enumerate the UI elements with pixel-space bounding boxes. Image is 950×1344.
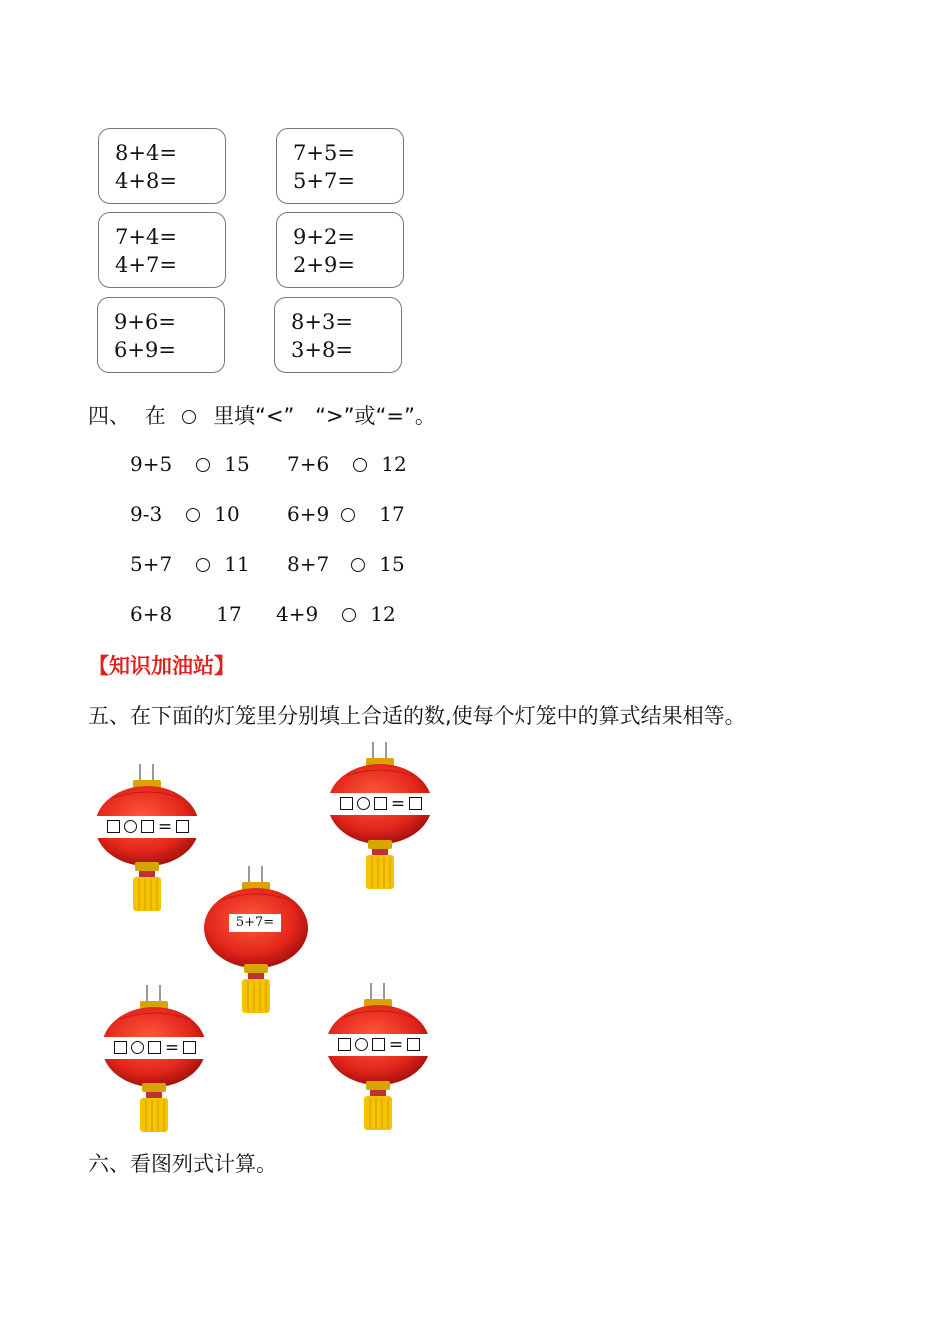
equation: 4+7= [115,253,177,277]
comparison-item: 6+9 17 [287,502,405,526]
circle-icon[interactable] [186,508,200,522]
circle-icon[interactable] [353,458,367,472]
lantern [100,985,210,1135]
lantern-icon [324,983,434,1133]
lantern-icon [93,764,203,914]
question-4-title: 四、 在 里填“<” “>”或“=”。 [88,404,436,428]
equation: 5+7= [293,169,355,193]
blank-square-icon[interactable] [340,797,353,810]
section-heading: 【知识加油站】 [88,654,235,678]
equation: 9+6= [114,310,176,334]
lantern-equation: = [326,793,436,815]
equation: 4+8= [115,169,177,193]
equation-box [97,297,225,373]
equation: 8+4= [115,141,177,165]
blank-square-icon[interactable] [176,820,189,833]
lantern-equation: = [324,1034,434,1056]
blank-square-icon[interactable] [372,1038,385,1051]
comparison-item: 9-3 10 [130,502,240,526]
equation-box [98,128,226,204]
circle-icon [182,410,196,424]
lantern [324,983,434,1133]
lantern [326,742,436,892]
equation: 9+2= [293,225,355,249]
comparison-item: 9+5 15 [130,452,250,476]
equation-box [98,212,226,288]
equation: 7+5= [293,141,355,165]
blank-square-icon[interactable] [338,1038,351,1051]
lantern-equation: 5+7= [229,914,281,932]
question-6-title: 六、看图列式计算。 [88,1152,277,1176]
lantern [202,866,312,1016]
circle-icon[interactable] [341,508,355,522]
comparison-item: 7+6 12 [287,452,407,476]
comparison-item: 6+8 17 [130,602,242,626]
circle-icon[interactable] [351,558,365,572]
circle-icon[interactable] [196,458,210,472]
blank-square-icon[interactable] [183,1041,196,1054]
equation-box [274,297,402,373]
blank-square-icon[interactable] [107,820,120,833]
comparison-item: 4+9 12 [276,602,396,626]
blank-square-icon[interactable] [141,820,154,833]
lantern [93,764,203,914]
blank-square-icon[interactable] [407,1038,420,1051]
equation: 8+3= [291,310,353,334]
blank-square-icon[interactable] [374,797,387,810]
blank-circle-icon[interactable] [124,820,137,833]
blank-square-icon[interactable] [148,1041,161,1054]
lantern-icon [202,866,312,1016]
blank-circle-icon[interactable] [357,797,370,810]
circle-icon[interactable] [342,608,356,622]
comparison-item: 5+7 11 [130,552,250,576]
equation: 7+4= [115,225,177,249]
question-5-title: 五、在下面的灯笼里分别填上合适的数,使每个灯笼中的算式结果相等。 [88,704,746,728]
equation: 6+9= [114,338,176,362]
blank-square-icon[interactable] [114,1041,127,1054]
circle-icon[interactable] [196,558,210,572]
blank-square-icon[interactable] [409,797,422,810]
equation: 2+9= [293,253,355,277]
lantern-icon [326,742,436,892]
equation: 3+8= [291,338,353,362]
lantern-equation: = [93,816,203,838]
equation-box [276,128,404,204]
blank-circle-icon[interactable] [355,1038,368,1051]
lantern-icon [100,985,210,1135]
equation-box [276,212,404,288]
comparison-item: 8+7 15 [287,552,405,576]
lantern-equation: = [100,1037,210,1059]
blank-circle-icon[interactable] [131,1041,144,1054]
